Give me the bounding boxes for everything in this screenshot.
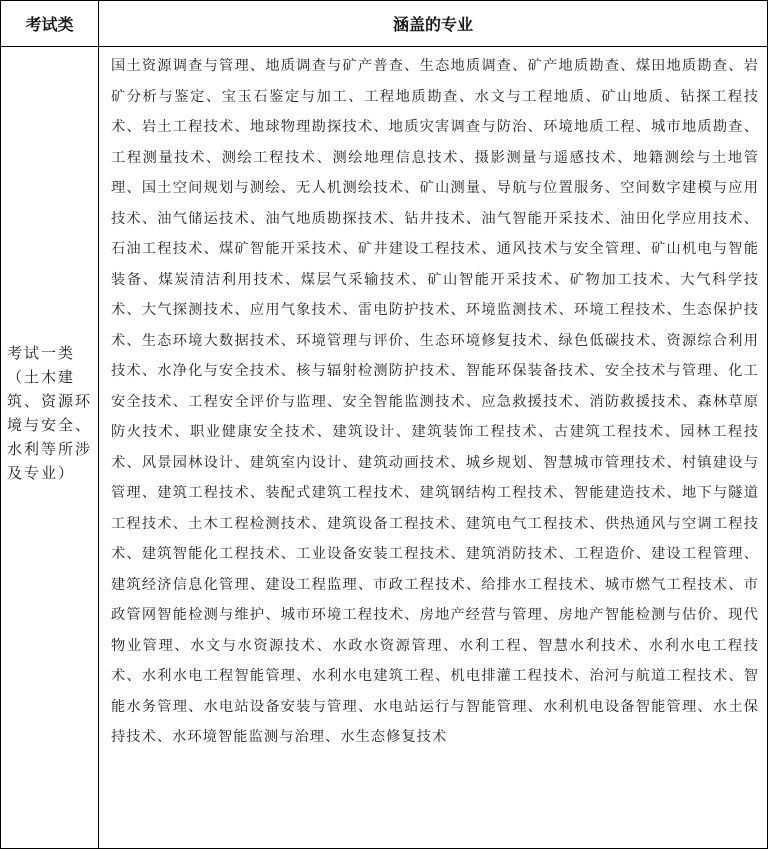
covered-majors-cell: 国土资源调查与管理、地质调查与矿产普查、生态地质调查、矿产地质勘查、煤田地质勘查、岩矿分析与鉴定、宝玉石鉴定与加工、工程地质勘查、水文与工程地质、矿山地质、钻探工程技术、岩土工程技术、地球物理勘探技术、地质灾害调查与防治、环境地质工程、城市地质勘查、工程测量技术、测绘工程技术、测绘地理信息技术、摄影测量与遥感技术、地籍测绘与土地管理、国土空间规划与测绘、无人机测绘技术、矿山测量、导航与位置服务、空间数字建模与应用技术、油气储运技术、油气地质勘探技术、钻井技术、油气智能开采技术、油田化学应用技术、石油工程技术、煤矿智能开采技术、矿井建设工程技术、通风技术与安全管理、矿山机电与智能装备、煤炭清洁利用技术、煤层气采输技术、矿山智能开采技术、矿物加工技术、大气科学技术、大气探测技术、应用气象技术、雷电防护技术、环境监测技术、环境工程技术、生态保护技术、生态环境大数据技术、环境管理与评价、生态环境修复技术、绿色低碳技术、资源综合利用技术、水净化与安全技术、核与辐射检测防护技术、智能环保装备技术、安全技术与管理、化工安全技术、工程安全评价与监理、安全智能监测技术、应急救援技术、消防救援技术、森林草原防火技术、职业健康安全技术、建筑设计、建筑装饰工程技术、古建筑工程技术、园林工程技术、风景园林设计、建筑室内设计、建筑动画技术、城乡规划、智慧城市管理技术、村镇建设与管理、建筑工程技术、装配式建筑工程技术、建筑钢结构工程技术、智能建造技术、地下与隧道工程技术、土木工程检测技术、建筑设备工程技术、建筑电气工程技术、供热通风与空调工程技术、建筑智能化工程技术、工业设备安装工程技术、建筑消防技术、工程造价、建设工程管理、建筑经济信息化管理、建设工程监理、市政工程技术、给排水工程技术、城市燃气工程技术、市政管网智能检测与维护、城市环境工程技术、房地产经营与管理、房地产智能检测与估价、现代物业管理、水文与水资源技术、水政水资源管理、水利工程、智慧水利技术、水利水电工程技术、水利水电工程智能管理、水利水电建筑工程、机电排灌工程技术、治河与航道工程技术、智能水务管理、水电站设备安装与管理、水电站运行与智能管理、水利机电设备智能管理、水土保持技术、水环境智能监测与治理、水生态修复技术 xyxy=(111,58,759,745)
header-covered-majors: 涵盖的专业 xyxy=(392,15,473,34)
header-divider xyxy=(1,46,767,47)
header-exam-category: 考试类 xyxy=(25,15,74,34)
exam-category-cell: 考试一类（土木建筑、资源环境与安全、水利等所涉及专业） xyxy=(7,344,93,482)
column-divider xyxy=(98,1,99,848)
